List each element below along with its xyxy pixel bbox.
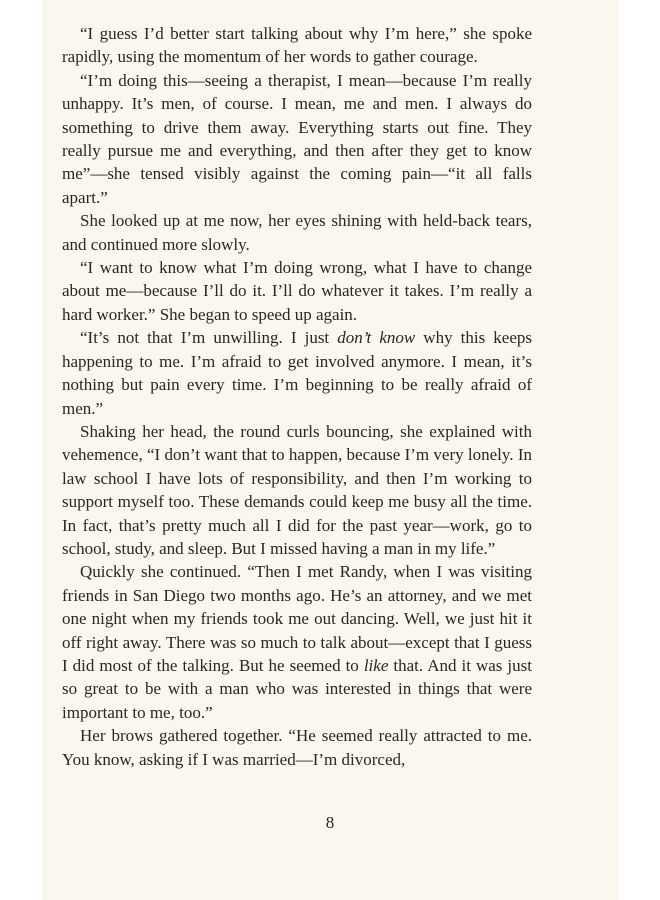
text-run: that. And it was just so great to be with a man who was interested in things that were important to me, too.”: [62, 655, 532, 722]
page-number: 8: [325, 813, 335, 832]
paragraph: [62, 326, 532, 420]
paragraph: “I guess I’d better start talking about why I’m here,” she spoke rapidly, using the momentum of her words to gather courage.: [62, 24, 532, 67]
text-run: “It’s not that I’m unwilling. I just: [80, 328, 338, 348]
paragraph: Shaking her head, the round curls bouncing, she explained with vehemence, “I don’t want that to happen, because I’m very lonely. In law school I have lots of responsibility, and then I’m working to support myself too. These demands could keep me busy all the time. In fact, that’s pretty much all I did for the past year—work, go to school, study, and sleep. But I missed having a man in my life.”: [62, 421, 532, 558]
body-text: [62, 22, 532, 771]
paragraph: [62, 560, 532, 724]
text-run: Quickly she continued. “Then I met Randy, when I was visiting friends in San Diego two months ago. He’s an attorney, and we met one night when my friends took me out dancing. Well, we just hit it off right away. There was so much to talk about—except that I guess I did most of the talking. But he seemed to: [62, 562, 532, 675]
emphasized-text: like: [363, 655, 389, 675]
paragraph: “I’m doing this—seeing a therapist, I mean—because I’m really unhappy. It’s men, of course. I mean, me and men. I always do something to drive them away. Everything starts out fine. They really pursue me and everything, and then after they get to know me”—she tensed visibly against the coming pain—“it all falls apart.”: [62, 70, 532, 207]
paragraph: “I want to know what I’m doing wrong, what I have to change about me—because I’ll do it. I’ll do whatever it takes. I’m really a hard worker.” She began to speed up again.: [62, 258, 532, 324]
paragraph: Her brows gathered together. “He seemed really attracted to me. You know, asking if I was married—I’m divorced,: [62, 726, 532, 769]
paragraph: She looked up at me now, her eyes shining with held-back tears, and continued more slowly.: [62, 211, 532, 254]
text-run: why this keeps happening to me. I’m afraid to get involved anymore. I mean, it’s nothing but pain every time. I’m beginning to be really afraid of men.”: [62, 328, 533, 418]
emphasized-text: don’t know: [337, 328, 416, 348]
